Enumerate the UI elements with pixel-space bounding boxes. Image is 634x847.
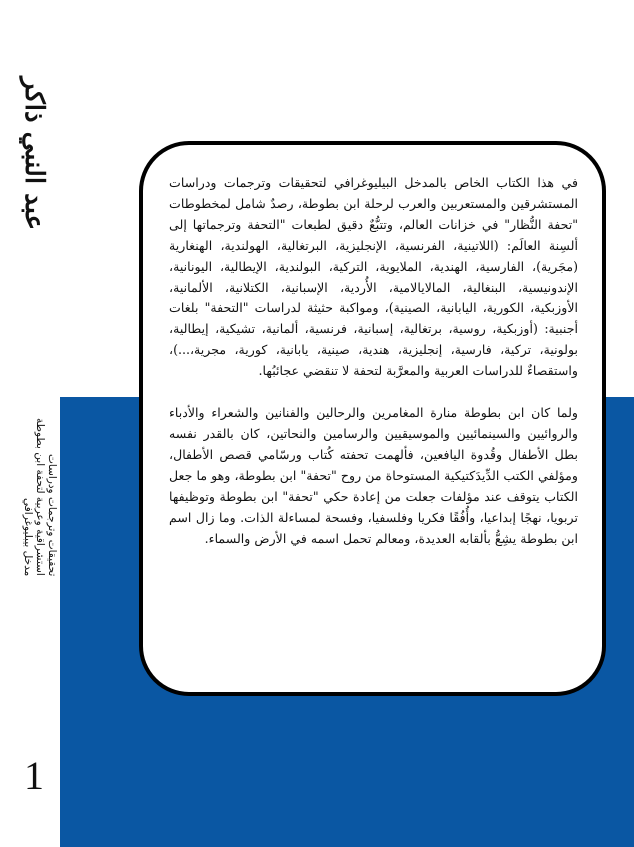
blurb-paragraph: في هذا الكتاب الخاص بالمدخل البيليوغرافي لتحقيقات وترجمات ودراسات المستشرقين والمستعربين والعرب لرحلة ابن بطوطة، رصدٌ شامل لمخطوطات "تحفة النُّظار" في خزانات العالم، وتتبُّعٌ دقيق لطبعات "التحفة وترجماتها إلى ألسِنة العالَم: (اللاتينية، الفرنسية، الإنجليزية، البرتغالية، الهولندية، الهنغارية (مجَرية)، الفارسية، الهندية، الملايوية، التركية، البولندية، الإيطالية، اليونانية، الإندونيسية، البنغالية، المالايالامية، الأُردية، الإسبانية، الكتلانية، الألمانية، الأوزبكية، الكورية، اليابانية، الصينية)، ومواكبة حثيثة لدراسات "التحفة" بلغات أجنبية: (أوزبكية، روسية، برتغالية، إسبانية، فرنسية، ألمانية، تشيكية، إيطالية، بولونية، تركية، فارسية، إنجليزية، هندية، صينية، يابانية، كورية، مجرية،...)، واستقصاءٌ للدراسات العربية والمعرَّبة لتحفة لا تنقضي عجائبُها. [169,175,578,379]
series-title-line: مدخل بيبليوغرافي [22,497,34,576]
blurb-paragraph: ولما كان ابن بطوطة منارة المغامرين والرحالين والفنانين والشعراء والأدباء والروائيين والسينمائيين والموسيقيين والرسامين والنحاتين، كان بالقدر نفسه بطل الأطفال وقُدوة اليافعين، فألهمت تحفته كُتاب ورسّامي قصص الأطفال، ومؤلفي الكتب الدِّيدَكتيكية المستوحاة من روح "تحفة" ابن بطوطة، وهو ما جعل الكتاب يتوقف عند مؤلفات جعلت من إعادة حكي "تحفة" ابن بطوطة وتوظيفها تربويا، نهجًا إبداعيا، وأُفُقًا فكريا وفلسفيا، وفسحة لمساءلة الذات. وما زال اسم ابن بطوطة يشِعُّ بألقابه العديدة، ومعالم تحمل اسمه في الأرض والسماء. [169,405,578,546]
author-name: عبد النبي ذاكر [19,76,49,230]
volume-number: 1 [24,753,44,798]
series-title-line: استشراقية وعربية لتحفة ابن بطوطة [34,418,46,576]
blurb-box [139,141,606,696]
series-title [6,366,58,576]
series-title-line: تحقيقات وترجمات ودراسات [46,453,58,576]
